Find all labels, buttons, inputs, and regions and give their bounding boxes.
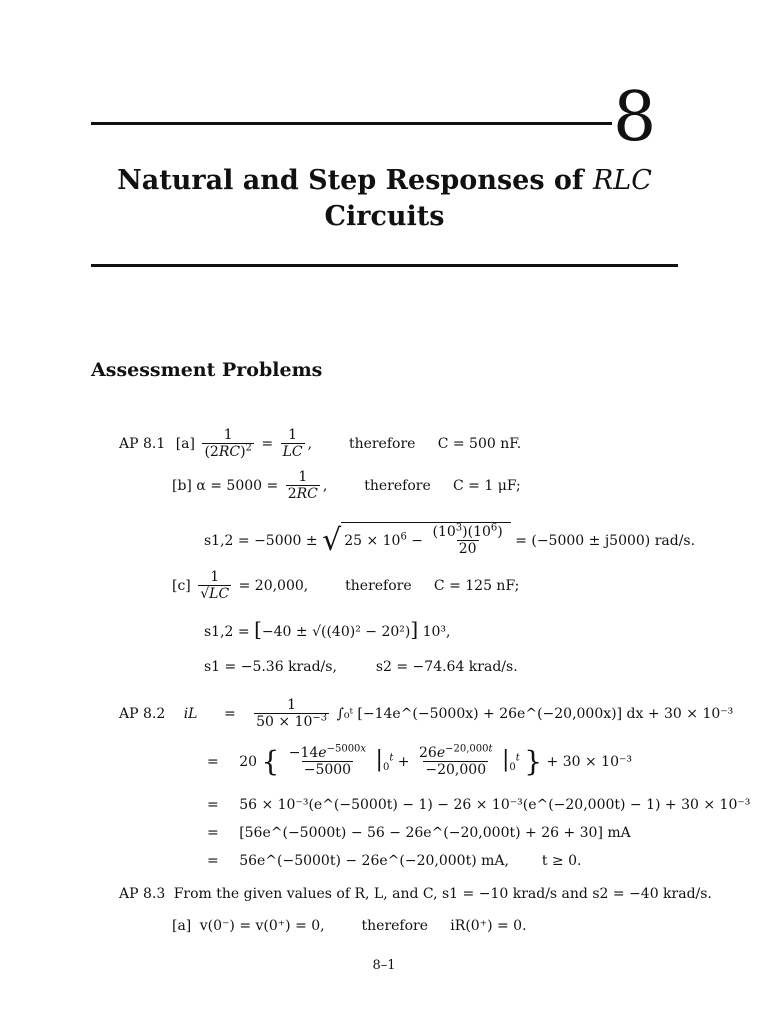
fraction: $\frac{1}{2RC}$ [287,469,318,502]
equals-sign: = [207,825,219,841]
ap83-line [119,884,712,904]
chapter-number: 8 [613,78,657,157]
ap83-a-therefore: therefore [361,918,429,934]
ap81-a-result: C = 500 nF. [437,436,522,452]
ap82-row3-expr: 56 × 10⁻³(e^(−5000t) − 1) − 26 × 10⁻³(e^(−20,000t) − 1) + 30 × 10⁻³ [239,797,751,813]
ap81-line-b-roots: s1,2 = −5000 ± √ $25 \times 10^6$ − $\frac{(10^3)(10^6)}{20}$ = (−5000 ± j5000) rad/s. [204,522,696,558]
ap81-c-s1: s1 = −5.36 krad/s, [204,659,337,675]
ap81-line-c [172,570,519,602]
equals-sign: = [207,797,219,813]
page-number: 8–1 [372,958,396,973]
ap82-row4 [207,823,631,843]
chapter-rule-top [91,122,612,125]
equals-sign: = [207,853,219,869]
ap82-row1 [119,698,733,730]
ap81-c-result: C = 125 nF; [433,578,520,594]
equals-sign: = [207,754,219,770]
ap81-c-therefore: therefore [345,578,412,594]
ap81-line-a: AP 8.1 [a] $\frac{1}{(2RC)^2}$ = $\frac{1}{LC}$ , therefore C = 500 nF. [119,427,522,460]
ap82-row2-tail: + 30 × 10⁻³ [546,754,632,770]
fraction: $\frac{1}{√LC}$ [200,569,230,602]
ap81-c-tag: [c] [172,578,191,594]
ap81-label: AP 8.1 [119,436,166,452]
fraction: $\frac{1}{(2RC)^2}$ [204,427,252,460]
ap81-line-c-roots: s1,2 = [−40 ± √((40)² − 20²)] 10³, [204,617,451,641]
ap81-line-b: [b] α = 5000 = $\frac{1}{2RC}$ , therefore C = 1 μF; [172,469,521,502]
ap81-a-tag: [a] [175,436,195,452]
ap82-row2-prefix: 20 [239,754,258,770]
ap81-b-therefore: therefore [364,478,431,494]
ap81-c-value: = 20,000, [238,578,309,594]
section-heading: Assessment Problems [91,359,323,381]
fraction: $\frac{26e^{-20,000t}}{-20,000}$ [418,743,493,778]
ap83-line-a [172,916,527,936]
ap83-a-result: iR(0⁺) = 0. [450,918,527,934]
ap81-c-roots-bracket: −40 ± √((40)² − 20²) [261,624,411,640]
ap82-lhs: iL [183,706,198,722]
fraction: $\frac{1}{50 \times 10^{-3}}$ [256,697,328,730]
chapter-title [91,163,678,235]
ap81-b-roots-lhs: s1,2 = −5000 ± [204,533,318,549]
ap82-label: AP 8.2 [119,706,166,722]
fraction: $\frac{-14e^{-5000x}}{-5000}$ [288,743,367,778]
ap82-row3 [207,795,750,815]
chapter-rule-bottom [91,264,678,267]
fraction: $\frac{(10^3)(10^6)}{20}$ [432,522,503,557]
ap83-a-tag: [a] [172,918,192,934]
ap81-b-roots-rhs: = (−5000 ± j5000) rad/s. [515,533,696,549]
ap81-c-roots-tail: 10³, [422,624,451,640]
ap81-b-result: C = 1 μF; [453,478,521,494]
fraction: $\frac{1}{LC}$ [282,427,303,460]
ap82-row5-expr: 56e^(−5000t) − 26e^(−20,000t) mA, [239,853,509,869]
ap83-a-eq: v(0⁻) = v(0⁺) = 0, [199,918,325,934]
ap81-c-s2: s2 = −74.64 krad/s. [375,659,518,675]
ap83-text: From the given values of R, L, and C, s1 = −10 krad/s and s2 = −40 krad/s. [173,886,712,902]
ap83-label: AP 8.3 [119,886,166,902]
ap81-line-c-s [204,657,518,677]
chapter-title-line1: Natural and Step Responses of RLC [117,165,652,196]
ap82-row2: = 20 { $\frac{-14e^{-5000x}}{-5000}$ $|_0^t$ + $\frac{26e^{-20,000t}}{-20,000}$ $|_0^t$ } + 30 × 10⁻³ [207,743,632,778]
ap81-a-therefore: therefore [348,436,416,452]
ap82-row1-expr: ∫₀ᵗ [−14e^(−5000x) + 26e^(−20,000x)] dx + 30 × 10⁻³ [336,706,734,722]
ap82-row4-expr: [56e^(−5000t) − 56 − 26e^(−20,000t) + 26 + 30] mA [239,825,631,841]
ap81-b-alpha: α = 5000 = [196,478,279,494]
ap82-row5 [207,851,581,871]
ap81-b-tag: [b] [172,478,192,494]
ap81-c-roots-lhs: s1,2 = [204,624,250,640]
chapter-title-line2: Circuits [324,201,445,232]
ap82-row5-condition: t ≥ 0. [541,853,582,869]
equals-sign: = [223,706,236,722]
